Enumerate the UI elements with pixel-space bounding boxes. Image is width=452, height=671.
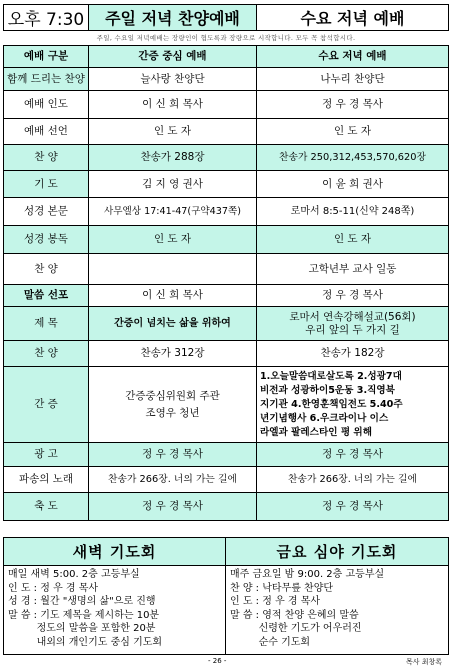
row-label: 말씀 선포 [4,285,89,307]
sunday-cell: 늘사랑 찬양단 [89,68,257,91]
table-row [4,226,449,254]
prayer-topic-line: 지기관 4.한영훈책임전도 5.40주 [260,398,403,410]
sunday-cell: 이 신 희 목사 [89,285,257,307]
worship-order-table [3,45,449,521]
dawn-prayer-details [4,566,225,651]
row-label: 찬 양 [4,341,89,367]
dawn-detail-line: 성 경 : 월간 "생명의 삶"으로 진행 [8,596,156,607]
friday-prayer-box [226,538,448,654]
table-row [4,119,449,145]
prayer-meetings [3,537,449,655]
dawn-detail-line: 인 도 : 정 우 경 목사 [8,582,99,594]
friday-prayer-title: 금요 심야 기도회 [226,538,448,566]
wednesday-cell: 찬송가 250,312,453,570,620장 [257,145,449,171]
dawn-prayer-title: 새벽 기도회 [4,538,225,566]
page-number: - 26 - [208,657,227,665]
col-head-label: 예배 구분 [4,46,89,68]
sermon-title: 간증이 넘치는 삶을 위하여 [89,307,257,341]
wednesday-cell: 정 우 경 목사 [257,285,449,307]
table-row [4,493,449,521]
dawn-detail-line: 정도의 말씀을 포함한 20분 [8,623,156,634]
table-row [4,198,449,226]
wednesday-cell: 로마서 8:5-11(신약 248쪽) [257,198,449,226]
row-label: 성경 본문 [4,198,89,226]
row-label: 함께 드리는 찬양 [4,68,89,91]
friday-detail-line: 순수 기도회 [230,636,311,648]
wednesday-cell: 인 도 자 [257,226,449,254]
table-row [4,341,449,367]
table-row [4,307,449,341]
row-label: 광 고 [4,443,89,467]
sunday-cell: 정 우 경 목사 [89,443,257,467]
row-label: 간 증 [4,367,89,443]
row-label: 성경 봉독 [4,226,89,254]
table-row [4,443,449,467]
table-row [4,91,449,119]
editor-credit: 목사 최창록 [405,658,442,666]
wednesday-cell: 인 도 자 [257,119,449,145]
row-label: 파송의 노래 [4,467,89,493]
table-row [4,171,449,198]
dawn-detail-line: 내외의 개인기도 중심 기도회 [8,636,163,648]
row-label: 기 도 [4,171,89,198]
sunday-cell [89,254,257,285]
sunday-cell: 정 우 경 목사 [89,493,257,521]
wednesday-cell: 정 우 경 목사 [257,493,449,521]
prayer-topic-line: 라엘과 팔레스타인 평 위해 [260,426,372,438]
sunday-cell: 찬송가 288장 [89,145,257,171]
friday-detail-line: 찬 양 : 낙타무릎 찬양단 [230,582,334,594]
table-row [4,467,449,493]
sunday-cell: 김 지 영 권사 [89,171,257,198]
sunday-cell: 찬송가 312장 [89,341,257,367]
friday-detail-line: 말 씀 : 영적 찬양 은혜의 말씀 [230,609,359,621]
row-label: 제 목 [4,307,89,341]
wednesday-cell: 정 우 경 목사 [257,91,449,119]
table-row [4,68,449,91]
service-time: 오후 7:30 [4,5,89,30]
sermon-title: 우리 앞의 두 가지 길 [305,323,400,336]
prayer-topic-line: 비전과 성광하이5운동 3.직영북 [260,384,395,396]
sunday-cell: 인 도 자 [89,119,257,145]
sunday-cell: 찬송가 266장. 너의 가는 길에 [89,467,257,493]
wednesday-cell: 이 윤 희 권사 [257,171,449,198]
table-row [4,254,449,285]
table-row [4,285,449,307]
sermon-series: 로마서 연속강해설교(56회) [289,310,416,323]
table-row [4,367,449,443]
wednesday-service-title: 수요 저녁 예배 [257,5,448,30]
col-head-wednesday: 수요 저녁 예배 [257,46,449,68]
testimony-host: 간증중심위원회 주관 [125,389,220,402]
dawn-prayer-box [4,538,226,654]
table-row [4,145,449,171]
col-head-sunday: 간증 중심 예배 [89,46,257,68]
friday-detail-line: 신령한 기도가 어우러진 [230,623,362,634]
prayer-topics [257,367,449,443]
prayer-topic-line: 년기념행사 6.우크라이나 이스 [260,412,389,424]
page-footer [0,657,452,669]
row-label: 예배 선언 [4,119,89,145]
header-bar [3,4,449,31]
sunday-cell: 인 도 자 [89,226,257,254]
friday-prayer-details [226,566,448,651]
friday-detail-line: 매주 금요일 밤 9:00. 2층 고등부실 [230,569,385,580]
sunday-service-title: 주일 저녁 찬양예배 [89,5,257,30]
row-label: 예배 인도 [4,91,89,119]
wednesday-cell: 나누리 찬양단 [257,68,449,91]
wednesday-cell: 찬송가 266장. 너의 가는 길에 [257,467,449,493]
row-label: 축 도 [4,493,89,521]
service-notice: 주일, 수요일 저녁예배는 장량인이 협도록과 장량으로 시작합니다. 모두 꼭 참석합시다. [96,34,356,42]
table-head-row [4,46,449,68]
wednesday-cell [257,307,449,341]
dawn-detail-line: 말 씀 : 기도 제목을 제시하는 10분 [8,609,160,621]
wednesday-cell: 고학년부 교사 일동 [257,254,449,285]
wednesday-cell: 정 우 경 목사 [257,443,449,467]
row-label: 찬 양 [4,254,89,285]
friday-detail-line: 인 도 : 정 우 경 목사 [230,596,321,607]
dawn-detail-line: 매일 새벽 5:00. 2층 고등부실 [8,569,140,580]
sunday-cell [89,367,257,443]
prayer-topic-line: 1.오늘말씀대로살도록 2.성광7대 [260,370,402,382]
sunday-cell: 이 신 희 목사 [89,91,257,119]
row-label: 찬 양 [4,145,89,171]
wednesday-cell: 찬송가 182장 [257,341,449,367]
sunday-cell: 사무엘상 17:41-47(구약437쪽) [89,198,257,226]
testimony-speaker: 조영우 청년 [145,406,200,419]
